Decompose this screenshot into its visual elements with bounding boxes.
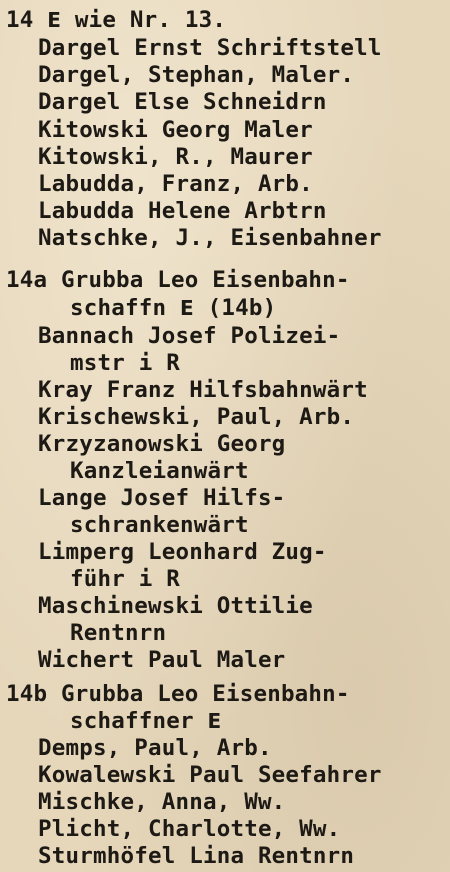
house-number: 14b (6, 681, 48, 707)
resident-line: Dargel Else Schneidrn (38, 89, 327, 115)
resident-line: Labudda Helene Arbtrn (38, 198, 327, 224)
entry-header-14b (6, 680, 350, 708)
owner-marker-icon: E (179, 296, 194, 320)
owner-continuation (70, 707, 221, 735)
resident-line: Limperg Leonhard Zug- (38, 539, 327, 565)
resident-line: Kray Franz Hilfsbahnwärt (38, 377, 368, 403)
resident-continuation: schrankenwärt (70, 512, 249, 538)
owner-occupation: schaffn (70, 295, 167, 321)
owner-marker-icon: E (207, 709, 222, 733)
resident-continuation: mstr i R (70, 350, 180, 376)
resident-line: Dargel Ernst Schriftstell (38, 35, 382, 61)
resident-line: Lange Josef Hilfs- (38, 485, 286, 511)
entry-header-text: wie Nr. 13. (74, 7, 227, 33)
resident-line: Natschke, J., Eisenbahner (38, 225, 382, 251)
resident-line: Kitowski, R., Maurer (38, 144, 313, 170)
owner-text: Grubba Leo Eisenbahn- (61, 681, 350, 707)
house-number: 14a (6, 267, 48, 293)
owner-occupation: schaffner (70, 708, 194, 734)
owner-reference: (14b) (207, 295, 277, 321)
owner-marker-icon: E (47, 8, 62, 32)
entry-header-14 (6, 6, 226, 34)
resident-line: Plicht, Charlotte, Ww. (38, 816, 341, 842)
resident-line: Demps, Paul, Arb. (38, 735, 272, 761)
owner-text: Grubba Leo Eisenbahn- (61, 267, 350, 293)
resident-line: Labudda, Franz, Arb. (38, 171, 313, 197)
resident-line: Krischewski, Paul, Arb. (38, 404, 355, 430)
resident-continuation: führ i R (70, 566, 180, 592)
resident-line: Kitowski Georg Maler (38, 117, 313, 143)
resident-continuation: Rentnrn (70, 620, 167, 646)
resident-line: Dargel, Stephan, Maler. (38, 62, 355, 88)
resident-line: Wichert Paul Maler (38, 647, 286, 673)
owner-continuation (70, 294, 276, 322)
resident-line: Sturmhöfel Lina Rentnrn (38, 843, 355, 869)
entry-header-14a (6, 266, 350, 294)
resident-line: Bannach Josef Polizei- (38, 323, 341, 349)
resident-continuation: Kanzleianwärt (70, 458, 249, 484)
house-number: 14 (6, 7, 34, 33)
resident-line: Kowalewski Paul Seefahrer (38, 762, 382, 788)
resident-line: Mischke, Anna, Ww. (38, 789, 286, 815)
resident-line: Krzyzanowski Georg (38, 431, 286, 457)
resident-line: Maschinewski Ottilie (38, 593, 313, 619)
